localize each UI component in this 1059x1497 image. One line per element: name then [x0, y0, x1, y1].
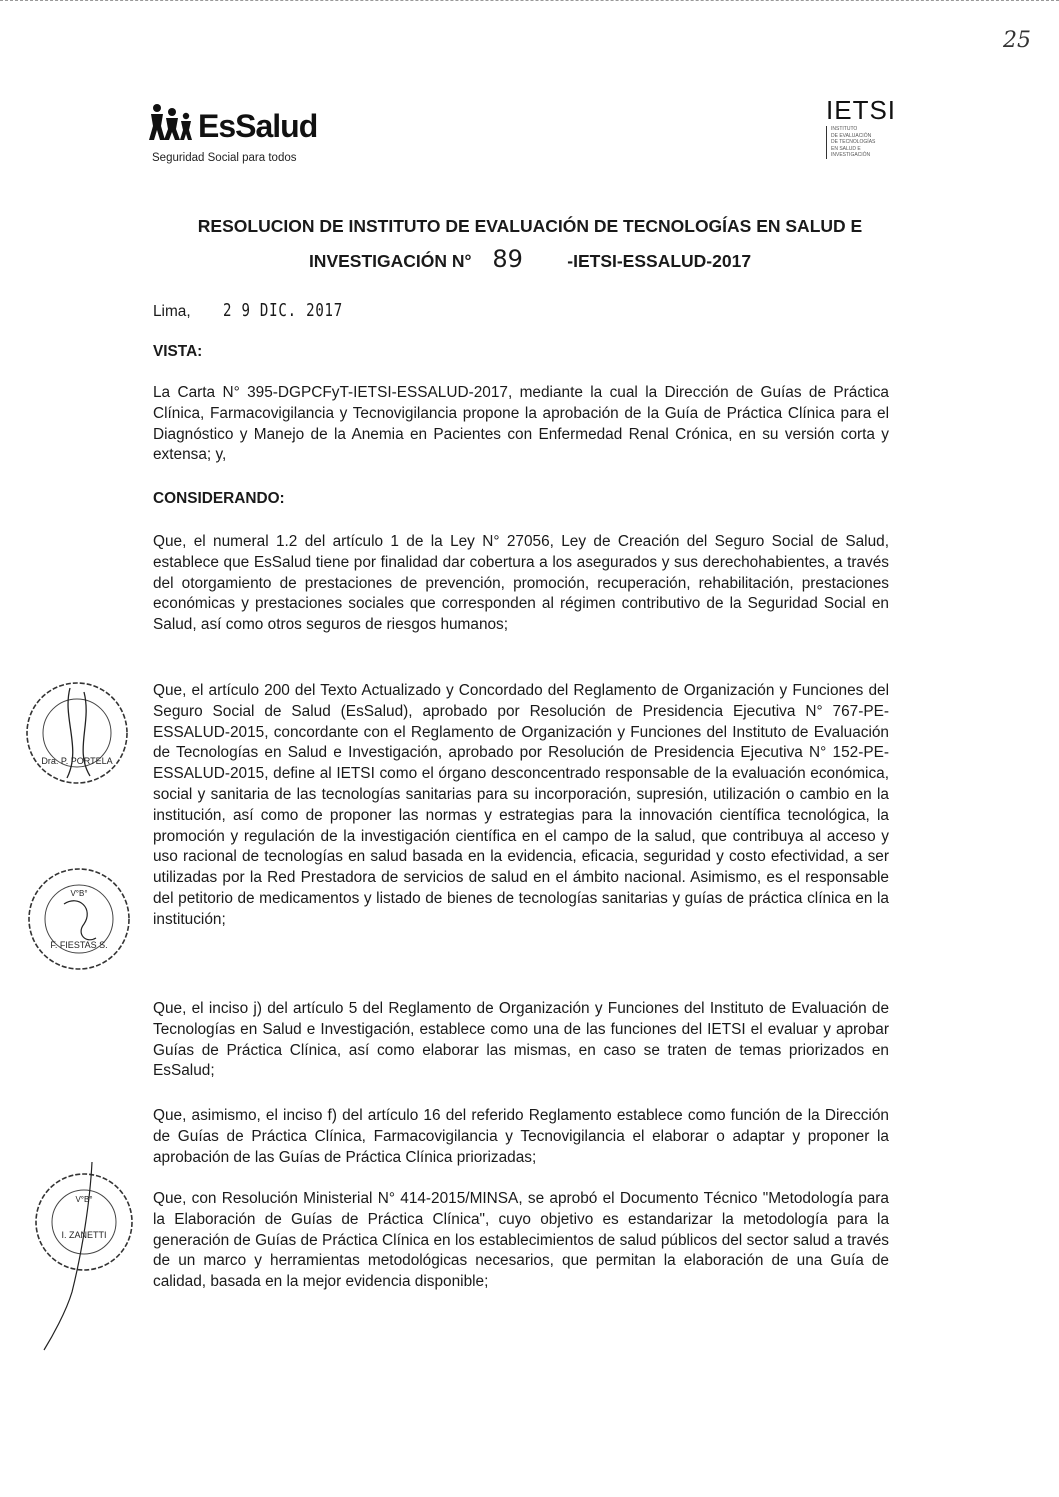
logo-tagline: Seguridad Social para todos	[152, 152, 297, 164]
ietsi-sub-line: INVESTIGACIÓN	[831, 152, 871, 158]
official-seal-3	[32, 1162, 142, 1357]
considerando-paragraph-1: Que, el numeral 1.2 del artículo 1 de la Ley N° 27056, Ley de Creación del Seguro Social de Salud, establece que EsSalud tiene por finalidad dar cobertura a los asegurados y sus derechohabientes, a través del otorgamiento de prestaciones de prevención, promoción, recuperación, rehabilitación, prestaciones económicas y prestaciones sociales que corresponden al régimen contributivo de la Seguridad Social en Salud, así como otros seguros de riesgos humanos;	[153, 533, 889, 634]
title-line-2	[120, 243, 940, 278]
ietsi-sub-line: INSTITUTO	[831, 126, 858, 132]
official-seal-2	[24, 864, 134, 979]
considerando-paragraph-2: Que, el artículo 200 del Texto Actualizado y Concordado del Reglamento de Organización y Funciones del Seguro Social de Salud (EsSalud), aprobado por Resolución de Presidencia Ejecutiva N° 767-PE-ESSALUD-2015, concordante con el Reglamento de Organización y Funciones del Instituto de Evaluación de Tecnologías en Salud e Investigación, aprobado por Resolución de Presidencia Ejecutiva N° 152-PE-ESSALUD-2015, define al IETSI como el órgano desconcentrado responsable de la evaluación económica, social y sanitaria de las tecnologías sanitarias para su incorporación, supresión, utilización o cambio en la institución, así como de proponer las normas y estrategias para la innovación científica tecnológica, la promoción y regulación de la investigación científica en el campo de la salud, que contribuya al acceso y uso racional de tecnologías en salud basada en la evidencia, eficacia, seguridad y costo efectividad, a ser utilizadas por la Red Prestadora de servicios de salud en el ámbito nacional. Asimismo, es el responsable del petitorio de medicamentos y listado de bienes de tecnologías sanitarias y guías de práctica clínica en la institución;	[153, 682, 889, 928]
seal-3-label: I. ZANETTI	[61, 1230, 107, 1240]
seal-1-stamp-icon	[22, 678, 132, 788]
seal-2-label: F. FIESTAS S.	[50, 940, 108, 950]
ietsi-logo	[826, 96, 916, 166]
people-group-icon	[148, 102, 200, 142]
ietsi-title: IETSI	[826, 95, 897, 125]
svg-text:V°B°: V°B°	[75, 1195, 93, 1204]
logo-wordmark: EsSalud	[198, 108, 318, 144]
seal-2-stamp-icon	[24, 864, 134, 974]
vista-paragraph: La Carta N° 395-DGPCFyT-IETSI-ESSALUD-2017, mediante la cual la Dirección de Guías de Práctica Clínica, Farmacovigilancia y Tecnovigilancia propone la aprobación de la Guía de Práctica Clínica para el Diagnóstico y Manejo de la Anemia en Pacientes con Enfermedad Renal Crónica, en su versión corta y extensa; y,	[153, 384, 889, 464]
considerando-paragraph-5: Que, con Resolución Ministerial N° 414-2015/MINSA, se aprobó el Documento Técnico "Metodología para la Elaboración de Guías de Práctica Clínica", cuyo objetivo es estandarizar la metodología para la generación de Guías de Práctica Clínica en los establecimientos de salud públicos del sector salud a través de un marco y herramientas metodológicas necesarios, que permitan la elaboración de una Guía de calidad, basada en la mejor evidencia disponible;	[153, 1190, 889, 1291]
resolution-number: 89	[492, 245, 523, 273]
considerando-heading: CONSIDERANDO:	[153, 490, 285, 507]
ietsi-sub-line: DE EVALUACIÓN	[831, 132, 872, 139]
resolution-title	[120, 210, 940, 278]
considerando-paragraph-3: Que, el inciso j) del artículo 5 del Reglamento de Organización y Funciones del Instituto de Evaluación de Tecnologías en Salud e Investigación, establece como una de las funciones del IETSI el evaluar y aprobar Guías de Práctica Clínica, así como elaborar las mismas, en caso se traten de temas priorizados en EsSalud;	[153, 1000, 889, 1080]
date-line	[153, 300, 377, 321]
ietsi-sub-line: DE TECNOLOGÍAS	[831, 139, 876, 145]
ietsi-subtitle	[826, 126, 901, 159]
essalud-logo	[148, 100, 368, 170]
svg-text:V°B°: V°B°	[70, 889, 88, 898]
date-label: Lima,	[153, 303, 191, 320]
date-stamp: 2 9 DIC. 2017	[222, 300, 343, 321]
vista-heading: VISTA:	[153, 343, 203, 360]
seal-3-stamp-icon	[32, 1162, 142, 1352]
official-seal-1	[22, 678, 132, 793]
title-prefix: INVESTIGACIÓN N°	[308, 251, 472, 271]
ietsi-sub-line: EN SALUD E	[831, 145, 861, 152]
title-line-1: RESOLUCION DE INSTITUTO DE EVALUACIÓN DE TECNOLOGÍAS EN SALUD E	[197, 216, 863, 236]
seal-1-label: Dra. P. PORTELA	[41, 756, 113, 766]
page-top-edge	[0, 0, 1059, 4]
title-suffix: -IETSI-ESSALUD-2017	[567, 251, 752, 271]
page-number: 25	[1003, 28, 1031, 53]
considerando-paragraph-4: Que, asimismo, el inciso f) del artículo 16 del referido Reglamento establece como función de la Dirección de Guías de Práctica Clínica, Farmacovigilancia y Tecnovigilancia el elaborar o adaptar y proponer la aprobación de las Guías de Práctica Clínica priorizadas;	[153, 1107, 889, 1166]
